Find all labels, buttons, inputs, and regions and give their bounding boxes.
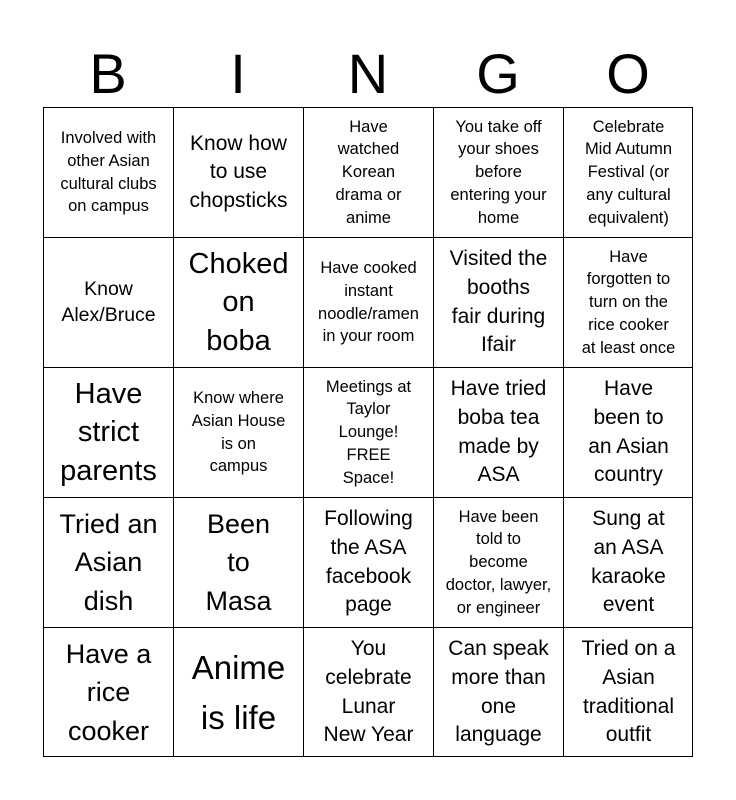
bingo-cell[interactable] xyxy=(433,627,563,757)
header-letter-b: B xyxy=(89,42,127,105)
bingo-cell[interactable] xyxy=(43,367,173,497)
header-letter-i: I xyxy=(230,42,246,105)
cell-text: Following the ASA facebook page xyxy=(324,507,413,617)
cell-text: Tried on a Asian traditional outfit xyxy=(581,637,676,747)
bingo-header xyxy=(43,42,693,106)
bingo-cell[interactable] xyxy=(173,497,303,627)
bingo-cell[interactable] xyxy=(43,237,173,367)
bingo-cell[interactable] xyxy=(563,627,693,757)
bingo-cell[interactable] xyxy=(303,627,433,757)
bingo-cell[interactable] xyxy=(303,367,433,497)
bingo-grid xyxy=(43,107,693,757)
bingo-cell[interactable] xyxy=(173,367,303,497)
cell-text: Meetings at Taylor Lounge! FREE Space! xyxy=(325,377,412,487)
bingo-cell[interactable] xyxy=(563,497,693,627)
bingo-cell[interactable] xyxy=(563,367,693,497)
bingo-cell[interactable] xyxy=(433,237,563,367)
bingo-cell[interactable] xyxy=(433,497,563,627)
cell-text: You take off your shoes before entering your home xyxy=(450,117,547,227)
cell-text: Can speak more than one language xyxy=(448,637,549,747)
cell-text: Have strict parents xyxy=(60,378,157,487)
bingo-cell[interactable] xyxy=(173,627,303,757)
bingo-cell[interactable] xyxy=(303,497,433,627)
bingo-cell[interactable] xyxy=(43,627,173,757)
bingo-cell[interactable] xyxy=(303,107,433,237)
bingo-cell[interactable] xyxy=(173,237,303,367)
cell-text: Involved with other Asian cultural clubs on campus xyxy=(60,128,157,216)
cell-text: Have been to an Asian country xyxy=(588,377,669,487)
cell-text: Have cooked instant noodle/ramen in your room xyxy=(318,258,419,346)
cell-text: Know how to use chopsticks xyxy=(189,131,288,212)
cell-text: Have forgotten to turn on the rice cooker at least once xyxy=(581,247,676,357)
cell-text: Choked on boba xyxy=(188,248,289,357)
cell-text: Have a rice cooker xyxy=(65,638,152,746)
header-letter-n: N xyxy=(347,42,389,105)
header-letter-o: O xyxy=(606,42,650,105)
cell-text: Visited the booths fair during Ifair xyxy=(449,247,548,357)
bingo-cell[interactable] xyxy=(43,107,173,237)
cell-text: Tried an Asian dish xyxy=(59,508,158,616)
cell-text: Have tried boba tea made by ASA xyxy=(450,377,547,487)
bingo-cell[interactable] xyxy=(173,107,303,237)
bingo-cell[interactable] xyxy=(563,107,693,237)
bingo-cell[interactable] xyxy=(563,237,693,367)
cell-text: Know where Asian House is on campus xyxy=(191,388,286,476)
bingo-cell[interactable] xyxy=(43,497,173,627)
bingo-cell[interactable] xyxy=(433,107,563,237)
cell-text: Sung at an ASA karaoke event xyxy=(591,507,666,617)
cell-text: You celebrate Lunar New Year xyxy=(323,637,414,747)
cell-text: Have watched Korean drama or anime xyxy=(335,117,402,227)
header-letter-g: G xyxy=(476,42,520,105)
cell-text: Anime is life xyxy=(191,649,286,736)
cell-text: Have been told to become doctor, lawyer, or engineer xyxy=(445,507,552,617)
cell-text: Been to Masa xyxy=(205,508,272,616)
cell-text: Know Alex/Bruce xyxy=(61,278,156,326)
bingo-cell[interactable] xyxy=(303,237,433,367)
cell-text: Celebrate Mid Autumn Festival (or any cultural equivalent) xyxy=(584,117,673,227)
bingo-cell[interactable] xyxy=(433,367,563,497)
